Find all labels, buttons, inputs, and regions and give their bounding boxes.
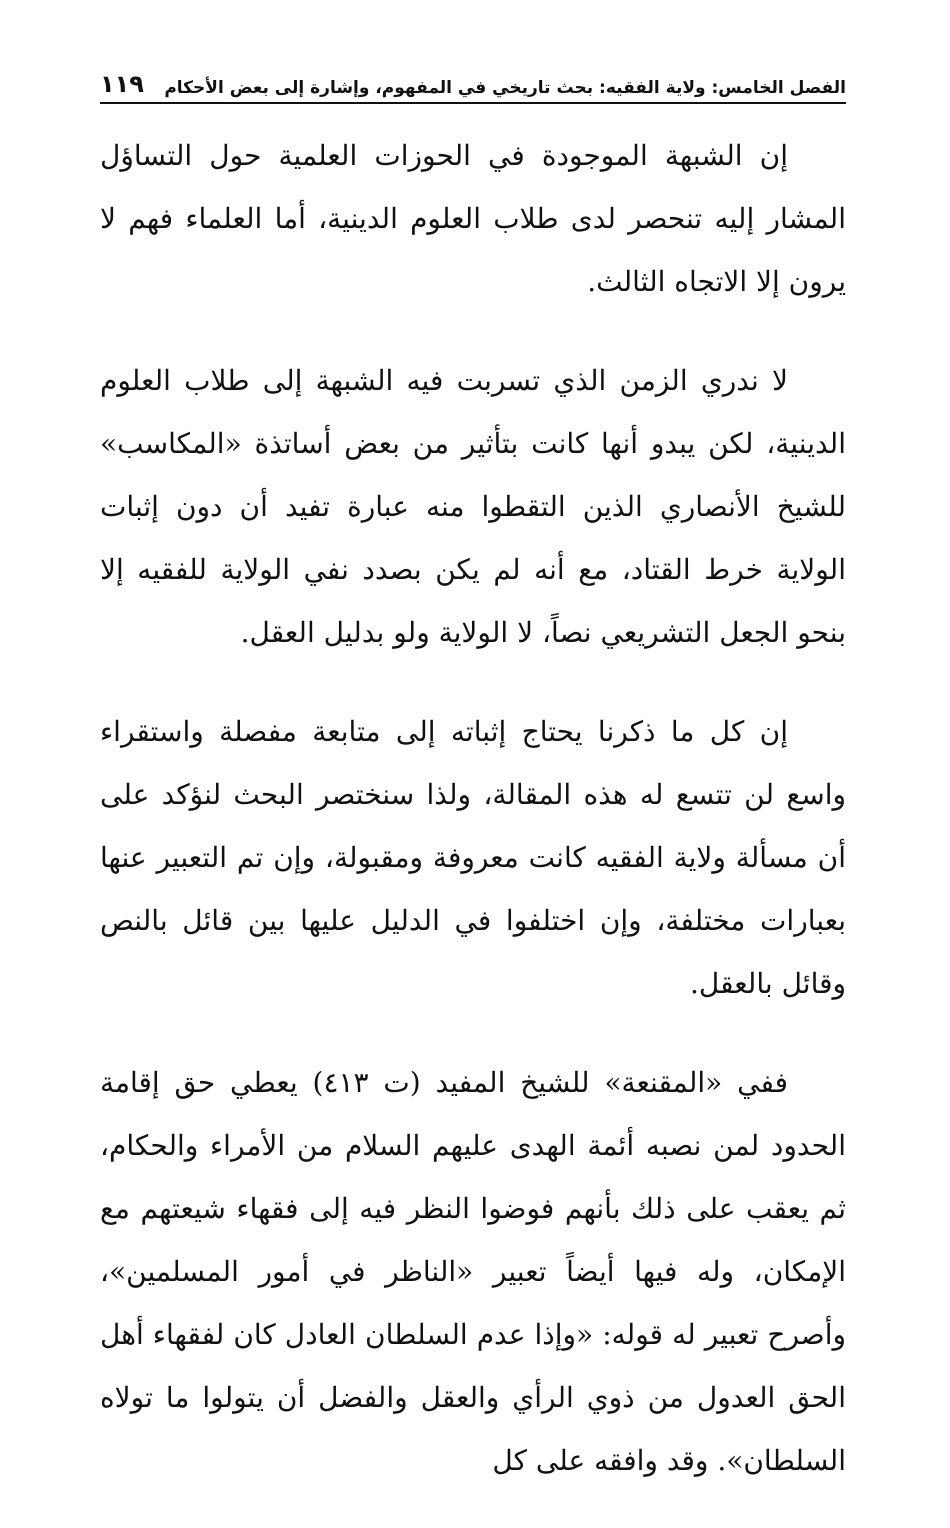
body-text xyxy=(100,124,846,1528)
paragraph-4: ففي «المقنعة» للشيخ المفيد (ت ٤١٣) يعطي حق إقامة الحدود لمن نصبه أئمة الهدى عليهم السلام من الأمراء والحكام، ثم يعقب على ذلك بأنهم فوضوا النظر فيه إلى فقهاء شيعتهم مع الإمكان، وله فيها أيضاً تعبير «الناظر في أمور المسلمين»، وأصرح تعبير له قوله: «وإذا عدم السلطان العادل كان لفقهاء أهل الحق العدول من ذوي الرأي والعقل والفضل أن يتولوا ما تولاه السلطان». وقد وافقه على كل xyxy=(100,1066,846,1477)
paragraph-3: إن كل ما ذكرنا يحتاج إثباته إلى متابعة مفصلة واستقراء واسع لن تتسع له هذه المقالة، ولذا سنختصر البحث لنؤكد على أن مسألة ولاية الفقيه كانت معروفة ومقبولة، وإن تم التعبير عنها بعبارات مختلفة، وإن اختلفوا في الدليل عليها بين قائل بالنص وقائل بالعقل. xyxy=(100,715,846,1000)
chapter-title: الفصل الخامس: ولاية الفقيه: بحث تاريخي في المفهوم، وإشارة إلى بعض الأحكام xyxy=(164,78,846,98)
running-header xyxy=(100,60,846,104)
paragraph-2: لا ندري الزمن الذي تسربت فيه الشبهة إلى طلاب العلوم الدينية، لكن يبدو أنها كانت بتأثير من بعض أساتذة «المكاسب» للشيخ الأنصاري الذين التقطوا منه عبارة تفيد أن دون إثبات الولاية خرط القتاد، مع أنه لم يكن بصدد نفي الولاية للفقيه إلا بنحو الجعل التشريعي نصاً، لا الولاية ولو بدليل العقل. xyxy=(100,364,846,649)
page-number: ١١٩ xyxy=(100,70,144,98)
paragraph-1: إن الشبهة الموجودة في الحوزات العلمية حول التساؤل المشار إليه تنحصر لدى طلاب العلوم الدينية، أما العلماء فهم لا يرون إلا الاتجاه الثالث. xyxy=(100,139,846,298)
